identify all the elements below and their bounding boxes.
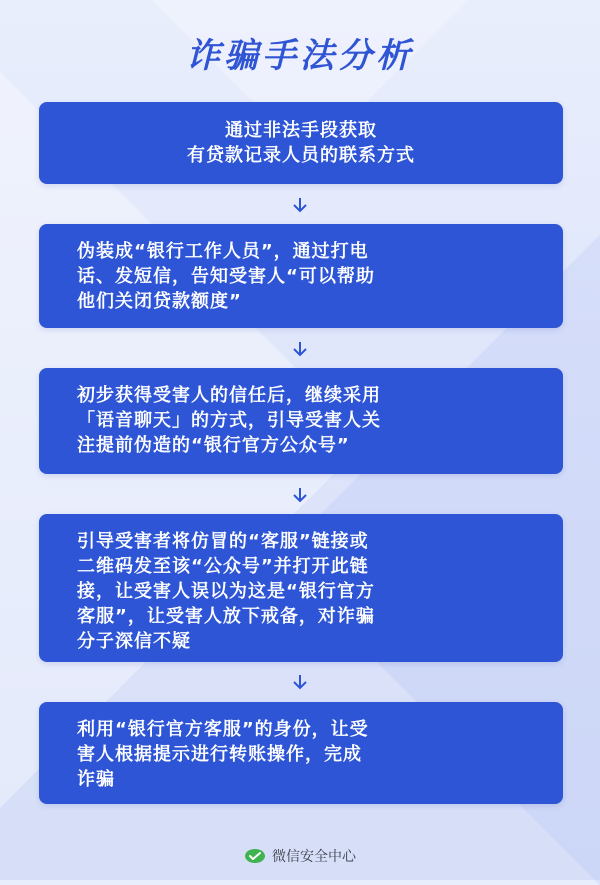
step-card-2 <box>39 224 563 328</box>
step-text-line: 利用“银行官方客服”的身份，让受 <box>77 719 369 740</box>
down-arrow-icon <box>290 195 310 215</box>
footer <box>0 846 600 866</box>
step-text-line: 客服”，让受害人放下戒备，对诈骗 <box>77 606 375 627</box>
step-text-line: 他们关闭贷款额度” <box>77 291 242 312</box>
step-text-line: 伪装成“银行工作人员”，通过打电 <box>77 241 369 262</box>
step-card-1 <box>39 102 563 184</box>
step-text-line: 引导受害者将仿冒的“客服”链接或 <box>77 531 369 552</box>
step-text-line: 分子深信不疑 <box>77 631 191 652</box>
step-text-line: 二维码发至该“公众号”并打开此链 <box>77 556 369 577</box>
step-text-line: 有贷款记录人员的联系方式 <box>187 145 415 166</box>
footer-text: 微信安全中心 <box>272 849 356 865</box>
step-text-line: 初步获得受害人的信任后，继续采用 <box>77 385 381 406</box>
down-arrow-icon <box>290 339 310 359</box>
step-card-4 <box>39 514 563 662</box>
down-arrow-icon <box>290 672 310 692</box>
step-text-line: 诈骗 <box>77 769 115 790</box>
step-text-line: 注提前伪造的“银行官方公众号” <box>77 435 350 456</box>
step-card-3 <box>39 368 563 474</box>
step-text-line: 通过非法手段获取 <box>225 120 377 141</box>
step-text-line: 话、发短信，告知受害人“可以帮助 <box>77 266 375 287</box>
page-title: 诈骗手法分析 <box>186 36 414 76</box>
step-text-line: 「语音聊天」的方式，引导受害人关 <box>77 410 381 431</box>
down-arrow-icon <box>290 485 310 505</box>
step-card-5 <box>39 702 563 804</box>
wechat-shield-icon <box>244 848 266 864</box>
step-text-line: 接，让受害人误以为这是“银行官方 <box>77 581 375 602</box>
step-text-line: 害人根据提示进行转账操作，完成 <box>77 744 362 765</box>
